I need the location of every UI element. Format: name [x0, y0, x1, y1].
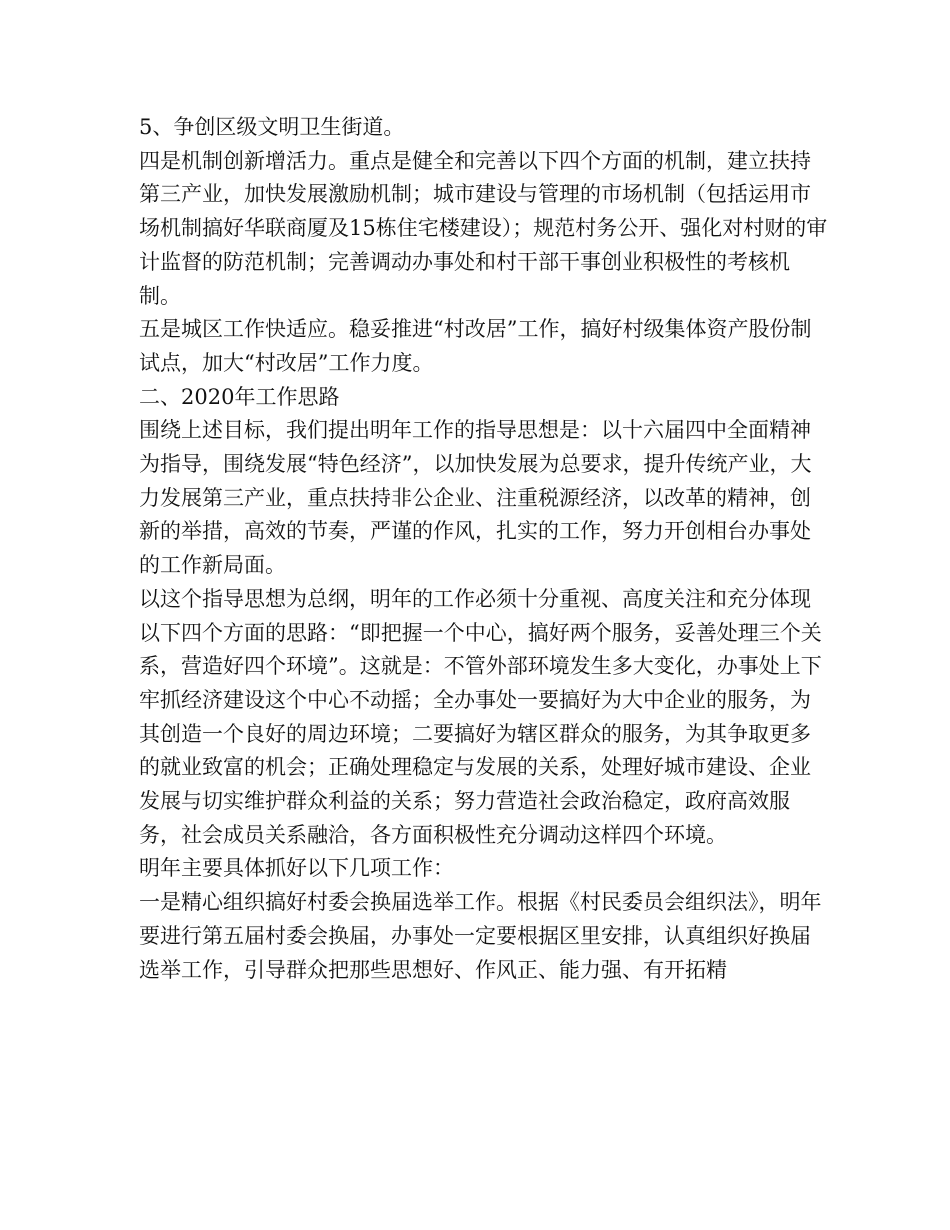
document-body [139, 111, 829, 987]
paragraph-main-tasks: 明年主要具体抓好以下几项工作： [139, 856, 454, 881]
paragraph-guiding-thought: 围绕上述目标，我们提出明年工作的指导思想是：以十六届四中全面精神为指导，围绕发展“特色经济”，以加快发展为总要求，提升传统产业，大力发展第三产业，重点扶持非公企业、注重税源经济，以改革的精神，创新的举措，高效的节奏，严谨的作风，扎实的工作，努力开创相台办事处的工作新局面。 [139, 418, 812, 578]
paragraph-village-election: 一是精心组织搞好村委会换届选举工作。根据《村民委员会组织法》，明年要进行第五届村委会换届，办事处一定要根据区里安排，认真组织好换届选举工作，引导群众把那些思想好、作风正、能力强、有开拓精 [139, 890, 822, 982]
paragraph-item-5: 5、争创区级文明卫生街道。 [139, 115, 405, 139]
paragraph-urban-adaptation: 五是城区工作快适应。稳妥推进“村改居”工作，搞好村级集体资产股份制试点，加大“村改居”工作力度。 [139, 317, 812, 375]
paragraph-mechanism-innovation: 四是机制创新增活力。重点是健全和完善以下四个方面的机制，建立扶持第三产业，加快发展激励机制；城市建设与管理的市场机制（包括运用市场机制搞好华联商厦及15栋住宅楼建设）；规范村务公开、强化对村财的审计监督的防范机制；完善调动办事处和村干部干事创业积极性的考核机制。 [139, 148, 828, 308]
paragraph-general-outline: 以这个指导思想为总纲，明年的工作必须十分重视、高度关注和充分体现以下四个方面的思路：“即把握一个中心，搞好两个服务，妥善处理三个关系，营造好四个环境”。这就是：不管外部环境发生多大变化，办事处上下牢抓经济建设这个中心不动摇；全办事处一要搞好为大中企业的服务，为其创造一个良好的周边环境；二要搞好为辖区群众的服务，为其争取更多的就业致富的机会；正确处理稳定与发展的关系，处理好城市建设、企业发展与切实维护群众利益的关系；努力营造社会政治稳定，政府高效服务，社会成员关系融洽，各方面积极性充分调动这样四个环境。 [139, 586, 822, 847]
section-heading-2020-ideas: 二、2020年工作思路 [139, 384, 340, 409]
